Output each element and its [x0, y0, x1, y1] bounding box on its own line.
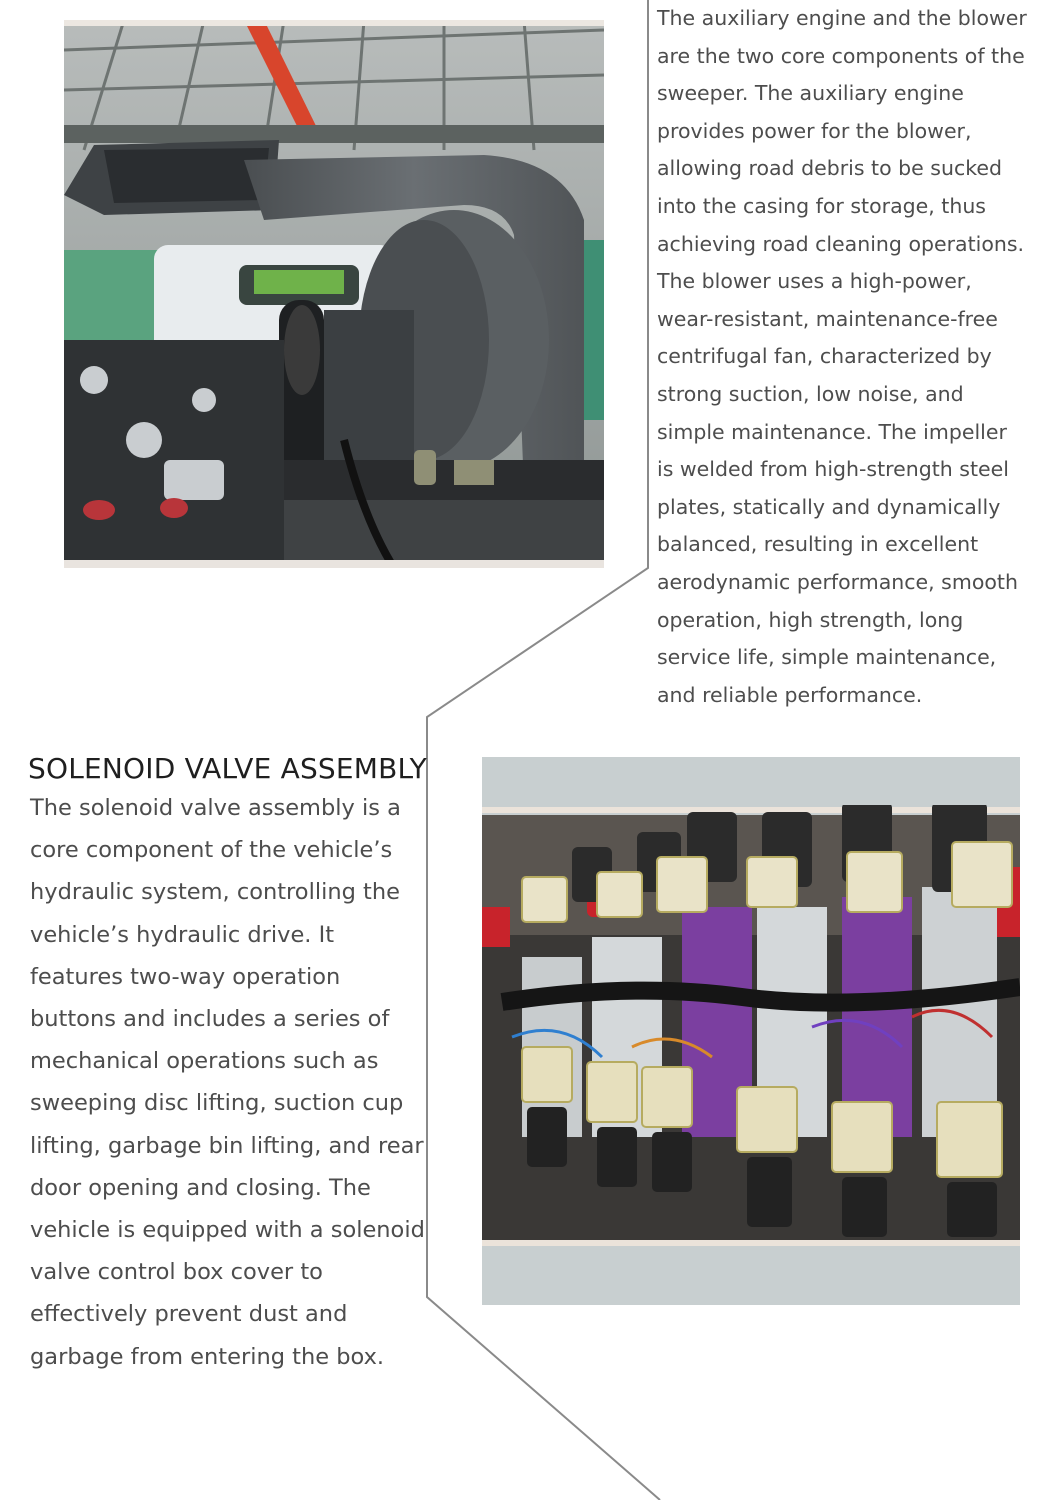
valve-description-text: The solenoid valve assembly is a core component of the vehicle’s hydraulic system, controlling the vehicle’s hydraulic drive. It features two-way operation buttons and includes a series of mechanical operations such as sweeping disc lifting, suction cup lifting, garbage bin lifting, and rear door opening and closing. The vehicle is equipped with a solenoid valve control box cover to effectively prevent dust and garbage from entering the box. — [30, 795, 425, 1370]
blower-description — [657, 0, 1027, 714]
blower-description-text: The auxiliary engine and the blower are the two core components of the sweeper. The auxiliary engine provides power for the blower, allowing road debris to be sucked into the casing for storage, thus achieving road cleaning operations. The blower uses a high-power, wear-resistant, maintenance-free centrifugal fan, characterized by strong suction, low noise, and simple maintenance. The impeller is welded from high-strength steel plates, statically and dynamically balanced, resulting in excellent aerodynamic performance, smooth operation, high strength, long service life, simple maintenance, and reliable performance. — [657, 6, 1027, 707]
valve-description — [30, 787, 430, 1378]
solenoid-valve-photo — [482, 757, 1020, 1305]
blower-photo — [64, 20, 604, 568]
section-title: SOLENOID VALVE ASSEMBLY — [28, 752, 427, 785]
